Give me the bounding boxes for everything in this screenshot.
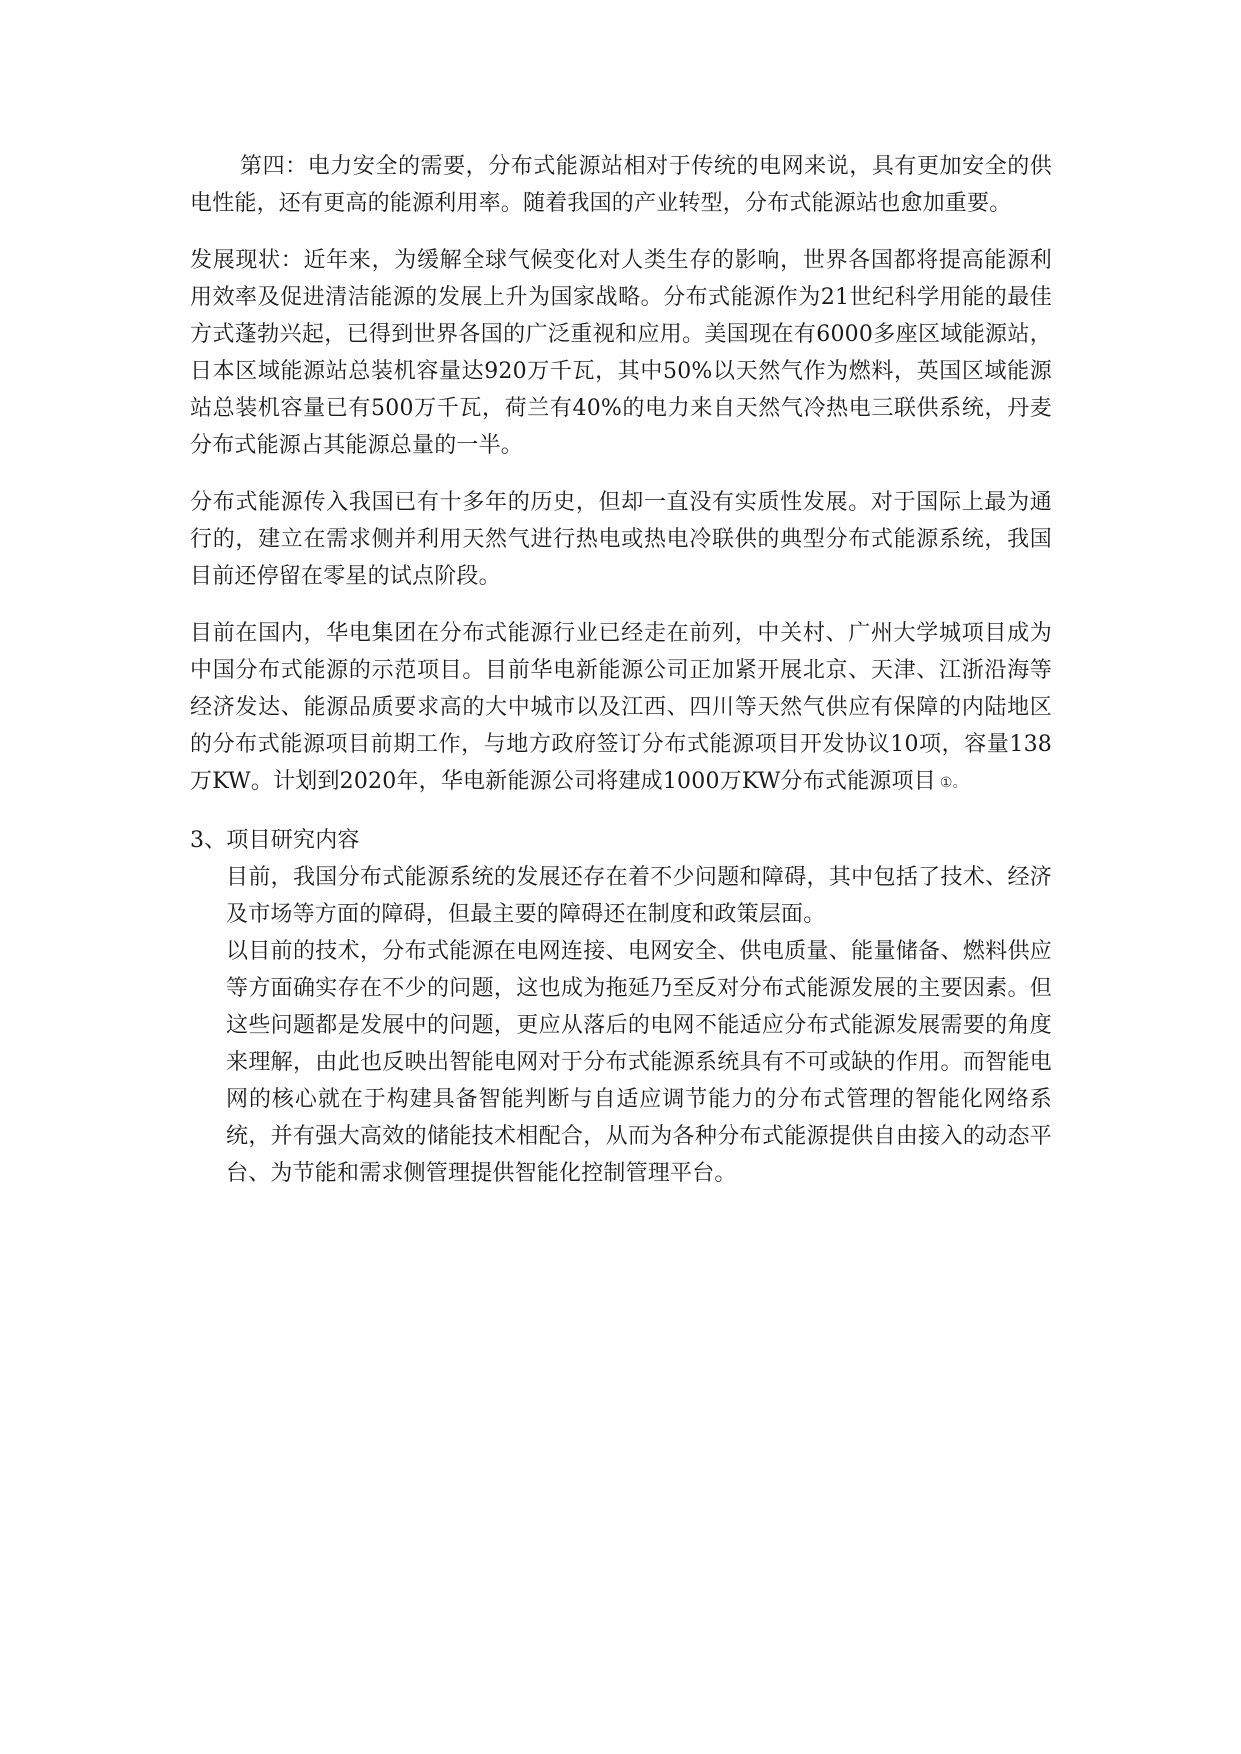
- section-research-content: [190, 822, 1052, 1192]
- section-body: [226, 859, 1052, 1192]
- paragraph-huadian-progress: [190, 615, 1052, 802]
- paragraph-power-safety: 第四：电力安全的需要，分布式能源站相对于传统的电网来说，具有更加安全的供电性能，还有更高的能源利用率。随着我国的产业转型，分布式能源站也愈加重要。: [190, 154, 1052, 216]
- section-paragraph-smart-grid: 以目前的技术，分布式能源在电网连接、电网安全、供电质量、能量储备、燃料供应等方面确实存在不少的问题，这也成为拖延乃至反对分布式能源发展的主要因素。但这些问题都是发展中的问题，更应从落后的电网不能适应分布式能源发展需要的角度来理解，由此也反映出智能电网对于分布式能源系统具有不可或缺的作用。而智能电网的核心就在于构建具备智能判断与自适应调节能力的分布式管理的智能化网络系统，并有强大高效的储能技术相配合，从而为各种分布式能源提供自由接入的动态平台、为节能和需求侧管理提供智能化控制管理平台。: [226, 939, 1052, 1186]
- document-body: [190, 148, 1052, 1192]
- paragraph-development-status: 发展现状：近年来，为缓解全球气候变化对人类生存的影响，世界各国都将提高能源利用效率及促进清洁能源的发展上升为国家战略。分布式能源作为21世纪科学用能的最佳方式蓬勃兴起，已得到世界各国的广泛重视和应用。美国现在有6000多座区域能源站，日本区域能源站总装机容量达920万千瓦，其中50%以天然气作为燃料，英国区域能源站总装机容量已有500万千瓦，荷兰有40%的电力来自天然气冷热电三联供系统，丹麦分布式能源占其能源总量的一半。: [190, 248, 1052, 458]
- section-heading: 3、项目研究内容: [190, 828, 360, 853]
- footnote-reference[interactable]: ①。: [939, 775, 967, 791]
- paragraph-domestic-history: 分布式能源传入我国已有十多年的历史，但却一直没有实质性发展。对于国际上最为通行的，建立在需求侧并利用天然气进行热电或热电冷联供的典型分布式能源系统，我国目前还停留在零星的试点阶段。: [190, 490, 1052, 589]
- paragraph-huadian-text: 目前在国内，华电集团在分布式能源行业已经走在前列，中关村、广州大学城项目成为中国分布式能源的示范项目。目前华电新能源公司正加紧开展北京、天津、江浙沿海等经济发达、能源品质要求高的大中城市以及江西、四川等天然气供应有保障的内陆地区的分布式能源项目前期工作，与地方政府签订分布式能源项目开发协议10项，容量138万KW。计划到2020年，华电新能源公司将建成1000万KW分布式能源项目: [190, 621, 1052, 794]
- section-paragraph-obstacles: 目前，我国分布式能源系统的发展还存在着不少问题和障碍，其中包括了技术、经济及市场等方面的障碍，但最主要的障碍还在制度和政策层面。: [226, 865, 1052, 927]
